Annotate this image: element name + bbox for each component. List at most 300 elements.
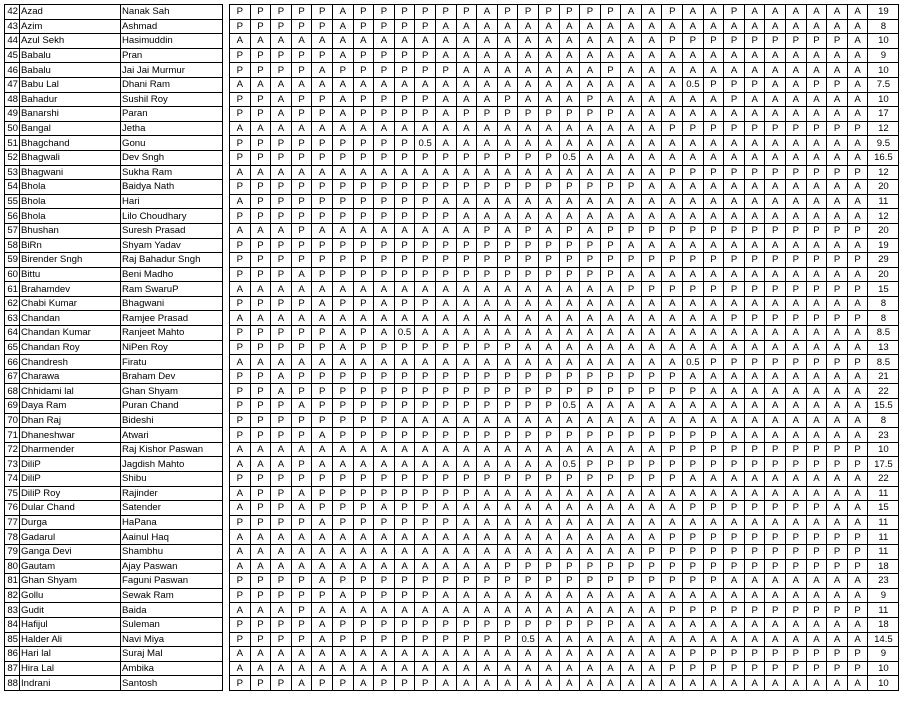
- attendance-cell: P: [230, 253, 251, 268]
- row-number: 59: [5, 253, 20, 268]
- attendance-cell: A: [332, 19, 353, 34]
- attendance-cell: P: [662, 428, 683, 443]
- attendance-cell: P: [497, 617, 518, 632]
- attendance-cell: A: [703, 413, 724, 428]
- attendance-cell: P: [291, 5, 312, 20]
- attendance-cell: A: [847, 19, 868, 34]
- attendance-cell: P: [621, 282, 642, 297]
- total-cell: 9: [868, 48, 899, 63]
- attendance-cell: A: [683, 369, 704, 384]
- attendance-cell: A: [435, 194, 456, 209]
- attendance-cell: P: [786, 34, 807, 49]
- attendance-cell: P: [621, 472, 642, 487]
- attendance-cell: A: [786, 428, 807, 443]
- total-cell: 10: [868, 34, 899, 49]
- attendance-cell: A: [456, 544, 477, 559]
- attendance-cell: P: [827, 530, 848, 545]
- attendance-cell: P: [271, 296, 292, 311]
- attendance-cell: A: [477, 165, 498, 180]
- attendance-cell: A: [456, 296, 477, 311]
- attendance-cell: A: [518, 457, 539, 472]
- row-number: 65: [5, 340, 20, 355]
- father-name: Suresh Prasad: [121, 223, 223, 238]
- attendance-cell: A: [374, 457, 395, 472]
- attendance-cell: A: [621, 661, 642, 676]
- attendance-cell: P: [353, 574, 374, 589]
- attendance-cell: P: [806, 282, 827, 297]
- attendance-cell: A: [600, 530, 621, 545]
- attendance-cell: A: [374, 647, 395, 662]
- attendance-cell: A: [497, 282, 518, 297]
- attendance-cell: A: [621, 588, 642, 603]
- attendance-cell: A: [291, 399, 312, 414]
- attendance-cell: P: [827, 253, 848, 268]
- father-name: Jai Jai Murmur: [121, 63, 223, 78]
- attendance-cell: P: [415, 180, 436, 195]
- row-number: 61: [5, 282, 20, 297]
- attendance-cell: P: [415, 63, 436, 78]
- attendance-cell: P: [724, 442, 745, 457]
- attendance-cell: A: [497, 311, 518, 326]
- row-number: 42: [5, 5, 20, 20]
- row-number: 46: [5, 63, 20, 78]
- attendance-cell: P: [600, 574, 621, 589]
- attendance-cell: P: [765, 661, 786, 676]
- attendance-cell: P: [847, 282, 868, 297]
- row-number: 82: [5, 588, 20, 603]
- attendance-cell: A: [600, 676, 621, 691]
- attendance-cell: A: [332, 92, 353, 107]
- attendance-cell: P: [230, 180, 251, 195]
- attendance-cell: P: [765, 442, 786, 457]
- attendance-cell: A: [806, 296, 827, 311]
- attendance-cell: P: [744, 253, 765, 268]
- attendance-cell: A: [703, 486, 724, 501]
- attendance-cell: A: [827, 428, 848, 443]
- attendance-cell: P: [374, 340, 395, 355]
- attendance-cell: A: [580, 282, 601, 297]
- attendance-cell: A: [662, 63, 683, 78]
- table-row: [5, 77, 899, 92]
- attendance-cell: P: [518, 267, 539, 282]
- attendance-cell: P: [786, 457, 807, 472]
- attendance-cell: A: [230, 194, 251, 209]
- attendance-cell: P: [703, 253, 724, 268]
- attendance-cell: A: [683, 5, 704, 20]
- table-row: [5, 428, 899, 443]
- attendance-cell: A: [621, 63, 642, 78]
- separator-cell: [223, 194, 230, 209]
- attendance-cell: P: [230, 588, 251, 603]
- attendance-cell: A: [353, 121, 374, 136]
- attendance-cell: A: [786, 588, 807, 603]
- attendance-cell: A: [847, 63, 868, 78]
- attendance-cell: P: [538, 180, 559, 195]
- father-name: Firatu: [121, 355, 223, 370]
- student-name: Bhola: [20, 209, 121, 224]
- attendance-cell: A: [332, 165, 353, 180]
- attendance-cell: A: [271, 442, 292, 457]
- attendance-cell: P: [559, 617, 580, 632]
- attendance-cell: P: [477, 617, 498, 632]
- attendance-cell: A: [744, 296, 765, 311]
- attendance-cell: P: [847, 530, 868, 545]
- attendance-cell: A: [559, 165, 580, 180]
- attendance-cell: A: [641, 136, 662, 151]
- student-name: Daya Ram: [20, 399, 121, 414]
- attendance-cell: P: [374, 676, 395, 691]
- student-name: Bhagchand: [20, 136, 121, 151]
- attendance-cell: A: [621, 413, 642, 428]
- attendance-cell: A: [497, 603, 518, 618]
- attendance-cell: P: [600, 238, 621, 253]
- attendance-cell: A: [765, 107, 786, 122]
- attendance-cell: P: [394, 180, 415, 195]
- student-name: DiliP: [20, 472, 121, 487]
- attendance-cell: A: [847, 209, 868, 224]
- attendance-cell: P: [497, 574, 518, 589]
- attendance-cell: A: [250, 165, 271, 180]
- attendance-cell: A: [580, 355, 601, 370]
- total-cell: 10: [868, 442, 899, 457]
- attendance-cell: P: [559, 267, 580, 282]
- attendance-cell: A: [559, 515, 580, 530]
- attendance-cell: A: [580, 340, 601, 355]
- attendance-cell: A: [456, 559, 477, 574]
- attendance-cell: A: [827, 486, 848, 501]
- attendance-cell: A: [312, 165, 333, 180]
- attendance-cell: A: [806, 617, 827, 632]
- attendance-cell: A: [271, 282, 292, 297]
- attendance-cell: A: [786, 92, 807, 107]
- attendance-cell: P: [312, 501, 333, 516]
- attendance-cell: P: [312, 180, 333, 195]
- attendance-cell: A: [518, 194, 539, 209]
- attendance-cell: A: [456, 165, 477, 180]
- attendance-cell: P: [497, 428, 518, 443]
- attendance-cell: P: [250, 632, 271, 647]
- father-name: Navi Miya: [121, 632, 223, 647]
- attendance-cell: A: [312, 574, 333, 589]
- attendance-cell: 0.5: [394, 326, 415, 341]
- attendance-cell: P: [271, 574, 292, 589]
- separator-cell: [223, 355, 230, 370]
- attendance-cell: P: [250, 472, 271, 487]
- total-cell: 12: [868, 165, 899, 180]
- row-number: 85: [5, 632, 20, 647]
- attendance-cell: A: [291, 676, 312, 691]
- father-name: Jetha: [121, 121, 223, 136]
- attendance-cell: A: [415, 559, 436, 574]
- attendance-cell: P: [415, 486, 436, 501]
- attendance-cell: A: [827, 209, 848, 224]
- table-row: [5, 107, 899, 122]
- attendance-cell: A: [497, 544, 518, 559]
- attendance-cell: A: [374, 223, 395, 238]
- attendance-cell: A: [662, 194, 683, 209]
- attendance-cell: A: [332, 442, 353, 457]
- attendance-cell: P: [518, 369, 539, 384]
- attendance-cell: A: [435, 647, 456, 662]
- attendance-cell: A: [683, 136, 704, 151]
- separator-cell: [223, 282, 230, 297]
- attendance-cell: A: [538, 223, 559, 238]
- attendance-cell: A: [559, 48, 580, 63]
- attendance-cell: P: [683, 121, 704, 136]
- attendance-cell: A: [518, 121, 539, 136]
- attendance-cell: A: [230, 661, 251, 676]
- attendance-cell: P: [847, 442, 868, 457]
- attendance-cell: A: [291, 442, 312, 457]
- attendance-cell: P: [518, 559, 539, 574]
- attendance-cell: P: [230, 472, 251, 487]
- father-name: Satender: [121, 501, 223, 516]
- attendance-cell: P: [353, 150, 374, 165]
- attendance-cell: P: [230, 63, 251, 78]
- table-row: [5, 150, 899, 165]
- attendance-cell: A: [518, 136, 539, 151]
- attendance-cell: A: [786, 5, 807, 20]
- attendance-cell: P: [271, 501, 292, 516]
- attendance-cell: A: [538, 77, 559, 92]
- separator-cell: [223, 296, 230, 311]
- attendance-cell: A: [703, 296, 724, 311]
- attendance-cell: A: [497, 209, 518, 224]
- attendance-cell: P: [621, 559, 642, 574]
- attendance-cell: P: [518, 238, 539, 253]
- row-number: 53: [5, 165, 20, 180]
- student-name: Gautam: [20, 559, 121, 574]
- attendance-cell: A: [765, 150, 786, 165]
- attendance-cell: A: [827, 588, 848, 603]
- attendance-cell: A: [621, 632, 642, 647]
- attendance-cell: A: [621, 442, 642, 457]
- attendance-cell: P: [477, 223, 498, 238]
- attendance-cell: A: [271, 559, 292, 574]
- separator-cell: [223, 428, 230, 443]
- attendance-cell: A: [230, 457, 251, 472]
- attendance-cell: A: [806, 63, 827, 78]
- attendance-cell: A: [703, 588, 724, 603]
- attendance-cell: P: [312, 326, 333, 341]
- attendance-cell: P: [600, 617, 621, 632]
- attendance-cell: A: [641, 77, 662, 92]
- attendance-cell: A: [312, 632, 333, 647]
- separator-cell: [223, 136, 230, 151]
- attendance-cell: P: [580, 180, 601, 195]
- attendance-cell: A: [683, 296, 704, 311]
- attendance-cell: P: [230, 617, 251, 632]
- attendance-cell: P: [600, 107, 621, 122]
- attendance-cell: A: [827, 574, 848, 589]
- attendance-cell: P: [518, 180, 539, 195]
- total-cell: 11: [868, 486, 899, 501]
- attendance-cell: P: [415, 340, 436, 355]
- row-number: 66: [5, 355, 20, 370]
- attendance-cell: P: [415, 676, 436, 691]
- attendance-cell: P: [538, 5, 559, 20]
- separator-cell: [223, 326, 230, 341]
- attendance-cell: A: [538, 19, 559, 34]
- separator-cell: [223, 340, 230, 355]
- attendance-cell: A: [683, 486, 704, 501]
- attendance-cell: A: [538, 355, 559, 370]
- attendance-cell: A: [559, 442, 580, 457]
- attendance-cell: A: [806, 209, 827, 224]
- attendance-cell: A: [353, 282, 374, 297]
- attendance-cell: P: [332, 194, 353, 209]
- attendance-cell: A: [394, 282, 415, 297]
- attendance-cell: P: [394, 617, 415, 632]
- attendance-cell: P: [230, 267, 251, 282]
- attendance-cell: P: [703, 530, 724, 545]
- attendance-cell: A: [847, 384, 868, 399]
- attendance-cell: P: [394, 369, 415, 384]
- attendance-cell: P: [518, 107, 539, 122]
- attendance-cell: A: [559, 136, 580, 151]
- father-name: Ram SwaruP: [121, 282, 223, 297]
- attendance-cell: P: [332, 369, 353, 384]
- attendance-cell: A: [703, 48, 724, 63]
- attendance-cell: P: [250, 676, 271, 691]
- attendance-cell: A: [477, 661, 498, 676]
- student-name: Durga: [20, 515, 121, 530]
- attendance-cell: P: [415, 48, 436, 63]
- attendance-cell: P: [394, 472, 415, 487]
- attendance-cell: P: [847, 311, 868, 326]
- father-name: Ambika: [121, 661, 223, 676]
- attendance-cell: P: [271, 238, 292, 253]
- row-number: 77: [5, 515, 20, 530]
- attendance-cell: A: [600, 311, 621, 326]
- attendance-cell: A: [559, 121, 580, 136]
- attendance-cell: P: [250, 267, 271, 282]
- student-name: Halder Ali: [20, 632, 121, 647]
- attendance-cell: P: [641, 369, 662, 384]
- attendance-cell: A: [518, 501, 539, 516]
- attendance-cell: A: [312, 442, 333, 457]
- attendance-cell: A: [580, 530, 601, 545]
- attendance-cell: A: [394, 77, 415, 92]
- attendance-cell: A: [580, 19, 601, 34]
- attendance-cell: A: [559, 632, 580, 647]
- attendance-cell: A: [456, 311, 477, 326]
- attendance-cell: A: [580, 63, 601, 78]
- row-number: 80: [5, 559, 20, 574]
- father-name: Ashmad: [121, 19, 223, 34]
- table-row: [5, 165, 899, 180]
- father-name: Raj Kishor Paswan: [121, 442, 223, 457]
- attendance-cell: A: [394, 544, 415, 559]
- attendance-cell: A: [559, 209, 580, 224]
- attendance-cell: A: [291, 530, 312, 545]
- attendance-cell: P: [538, 238, 559, 253]
- attendance-cell: A: [744, 384, 765, 399]
- attendance-cell: A: [744, 48, 765, 63]
- attendance-cell: P: [641, 559, 662, 574]
- total-cell: 11: [868, 544, 899, 559]
- attendance-cell: P: [230, 238, 251, 253]
- attendance-cell: A: [538, 515, 559, 530]
- attendance-cell: A: [580, 486, 601, 501]
- attendance-cell: P: [353, 63, 374, 78]
- attendance-cell: A: [641, 311, 662, 326]
- total-cell: 15.5: [868, 399, 899, 414]
- attendance-cell: P: [394, 209, 415, 224]
- attendance-cell: A: [394, 121, 415, 136]
- father-name: Shyam Yadav: [121, 238, 223, 253]
- student-name: Chhidami lal: [20, 384, 121, 399]
- attendance-cell: P: [559, 253, 580, 268]
- attendance-cell: A: [683, 311, 704, 326]
- attendance-cell: P: [518, 5, 539, 20]
- total-cell: 8.5: [868, 326, 899, 341]
- table-row: [5, 369, 899, 384]
- attendance-cell: A: [641, 296, 662, 311]
- attendance-cell: A: [786, 676, 807, 691]
- attendance-cell: A: [456, 530, 477, 545]
- attendance-cell: P: [332, 676, 353, 691]
- attendance-cell: P: [518, 428, 539, 443]
- attendance-cell: A: [806, 486, 827, 501]
- attendance-cell: A: [559, 486, 580, 501]
- attendance-cell: A: [724, 399, 745, 414]
- attendance-cell: P: [374, 413, 395, 428]
- attendance-cell: A: [456, 121, 477, 136]
- attendance-cell: A: [250, 34, 271, 49]
- attendance-cell: P: [312, 150, 333, 165]
- attendance-cell: A: [662, 48, 683, 63]
- attendance-cell: P: [353, 369, 374, 384]
- attendance-cell: A: [600, 486, 621, 501]
- attendance-cell: P: [765, 253, 786, 268]
- attendance-cell: P: [230, 413, 251, 428]
- attendance-cell: A: [312, 544, 333, 559]
- row-number: 67: [5, 369, 20, 384]
- attendance-cell: P: [332, 515, 353, 530]
- attendance-cell: P: [662, 384, 683, 399]
- attendance-cell: P: [662, 574, 683, 589]
- attendance-cell: A: [662, 180, 683, 195]
- attendance-cell: P: [786, 647, 807, 662]
- attendance-cell: P: [477, 340, 498, 355]
- attendance-cell: A: [621, 296, 642, 311]
- attendance-cell: P: [250, 253, 271, 268]
- student-name: Dhaneshwar: [20, 428, 121, 443]
- attendance-cell: P: [435, 180, 456, 195]
- attendance-cell: A: [518, 647, 539, 662]
- attendance-cell: P: [456, 617, 477, 632]
- total-cell: 12: [868, 209, 899, 224]
- student-name: Bhagwali: [20, 150, 121, 165]
- attendance-cell: A: [744, 399, 765, 414]
- attendance-cell: P: [271, 5, 292, 20]
- attendance-cell: A: [786, 384, 807, 399]
- attendance-cell: A: [497, 355, 518, 370]
- attendance-cell: P: [600, 384, 621, 399]
- table-row: [5, 472, 899, 487]
- table-row: [5, 544, 899, 559]
- total-cell: 11: [868, 603, 899, 618]
- attendance-cell: P: [827, 661, 848, 676]
- attendance-cell: P: [415, 107, 436, 122]
- attendance-cell: P: [703, 77, 724, 92]
- table-row: [5, 34, 899, 49]
- attendance-cell: A: [703, 472, 724, 487]
- attendance-cell: P: [662, 530, 683, 545]
- total-cell: 8: [868, 296, 899, 311]
- attendance-cell: A: [827, 676, 848, 691]
